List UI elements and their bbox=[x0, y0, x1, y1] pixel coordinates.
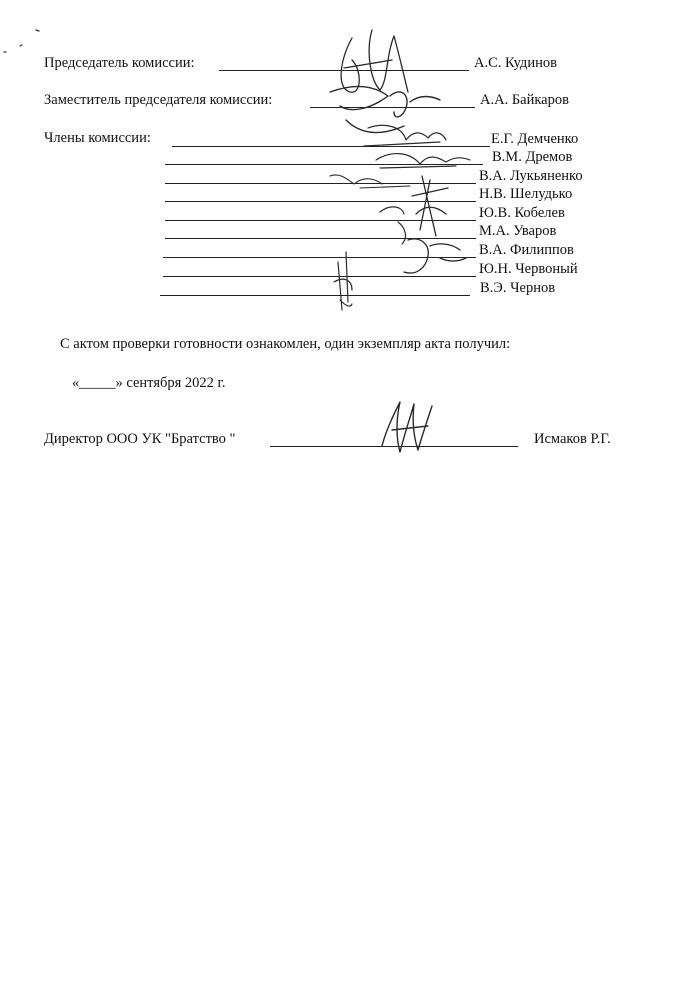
member-signature-line bbox=[165, 201, 476, 202]
member-signature bbox=[334, 252, 352, 310]
member-name: В.А. Лукьяненко bbox=[479, 168, 583, 184]
member-name: Ю.Н. Червоный bbox=[479, 261, 578, 277]
director-signature bbox=[382, 402, 432, 452]
member-signature-line bbox=[165, 220, 476, 221]
member-name: Е.Г. Демченко bbox=[491, 131, 579, 147]
date-month-year: » сентября 2022 г. bbox=[115, 375, 226, 391]
deputy-name: А.А. Байкаров bbox=[480, 92, 569, 108]
member-name: Ю.В. Кобелев bbox=[479, 205, 565, 221]
acknowledgement-text: С актом проверки готовности ознакомлен, один экземпляр акта получил: bbox=[60, 336, 511, 352]
member-signature-line bbox=[163, 257, 476, 258]
member-signature bbox=[404, 239, 466, 273]
member-signature bbox=[376, 154, 470, 168]
member-signature-line bbox=[160, 295, 470, 296]
chairman-signature bbox=[341, 30, 408, 92]
date-line bbox=[72, 375, 225, 392]
deputy-signature-line bbox=[310, 107, 475, 108]
date-day-blank: _____ bbox=[79, 375, 116, 391]
member-signature-line bbox=[163, 276, 476, 277]
date-open-quote: « bbox=[72, 375, 80, 391]
member-signature-line bbox=[172, 146, 490, 147]
member-name: В.М. Дремов bbox=[492, 149, 573, 165]
member-signature bbox=[412, 176, 448, 236]
member-signature-line bbox=[165, 164, 483, 165]
chairman-name: А.С. Кудинов bbox=[474, 55, 557, 71]
chairman-signature-line bbox=[219, 70, 469, 71]
member-signature-line bbox=[165, 238, 476, 239]
member-name: М.А. Уваров bbox=[479, 223, 557, 239]
director-label: Директор ООО УК "Братство " bbox=[44, 431, 236, 447]
members-label: Члены комиссии: bbox=[44, 130, 151, 146]
member-name: В.Э. Чернов bbox=[480, 280, 556, 296]
director-name: Исмаков Р.Г. bbox=[534, 431, 611, 447]
member-signature-line bbox=[165, 183, 476, 184]
director-signature-line bbox=[270, 446, 518, 447]
member-signature bbox=[330, 175, 410, 188]
chairman-label: Председатель комиссии: bbox=[44, 55, 195, 71]
deputy-signature bbox=[330, 86, 440, 132]
member-name: Н.В. Шелудько bbox=[479, 186, 573, 202]
member-signature bbox=[364, 125, 446, 146]
member-name: В.А. Филиппов bbox=[479, 242, 574, 258]
deputy-label: Заместитель председателя комиссии: bbox=[44, 92, 273, 108]
